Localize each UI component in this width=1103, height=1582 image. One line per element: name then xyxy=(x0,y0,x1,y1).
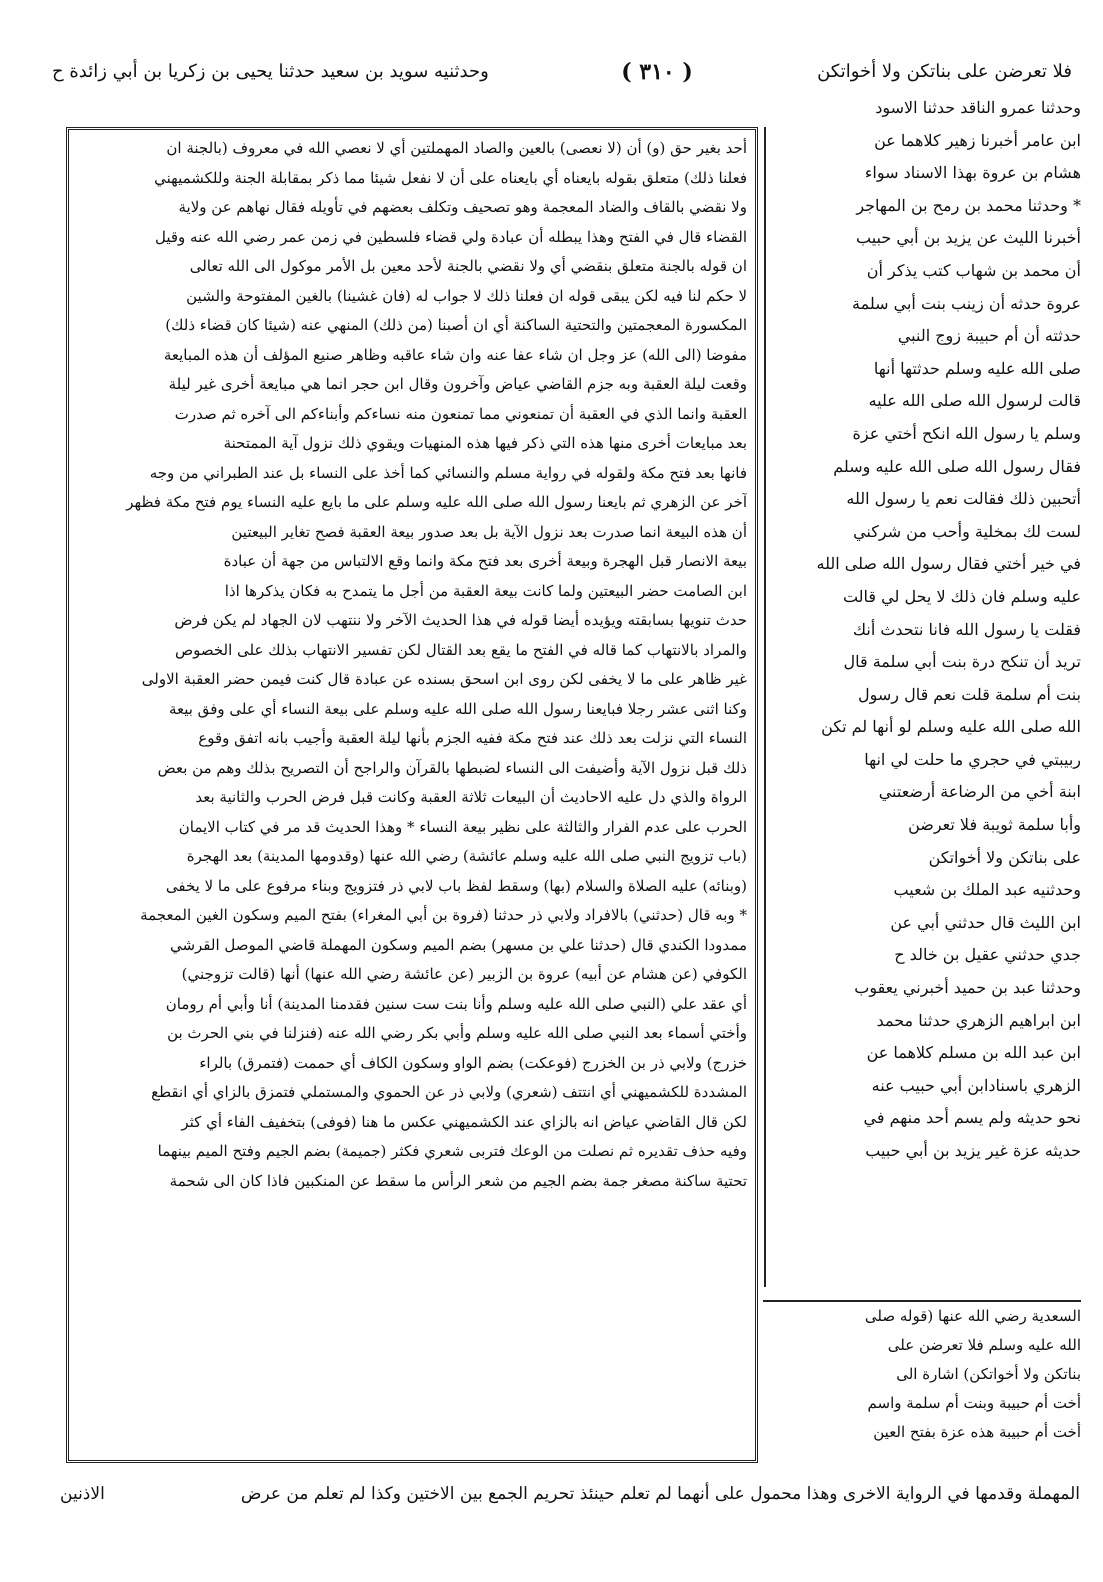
commentary-line: فعلنا ذلك) متعلق بقوله بايعناه أي بايعناه على أن لا نفعل شيئا مما ذكر بمقابلة الجنة وللكشميهني xyxy=(154,168,747,187)
main-text-line: نحو حديثه ولم يسم أحد منهم في xyxy=(863,1108,1081,1128)
main-text-line: وأبا سلمة ثويبة فلا تعرضن xyxy=(908,815,1081,835)
right-commentary-line: بناتكن ولا أخواتكن) اشارة الى xyxy=(896,1365,1081,1383)
header-left-text: وحدثنيه سويد بن سعيد حدثنا يحيى بن زكريا بن أبي زائدة ح xyxy=(52,61,489,82)
commentary-line: مفوضا (الى الله) عز وجل ان شاء عفا عنه وان شاء عاقبه وظاهر صنيع المؤلف أن هذه المبايعة xyxy=(163,345,747,364)
commentary-line: أي عقد علي (النبي صلى الله عليه وسلم وأنا بنت ست سنين فقدمنا المدينة) أنا وأبي أم رومان xyxy=(165,994,747,1013)
main-text-line: لست لك بمخلية وأحب من شركني xyxy=(853,521,1081,541)
commentary-line: فانها بعد فتح مكة ولقوله في رواية مسلم والنسائي كما أخذ على النساء بل عند الطبراني من وجه xyxy=(149,463,747,482)
main-text-line: عليه وسلم فان ذلك لا يحل لي قالت xyxy=(842,586,1081,606)
main-text-column xyxy=(763,92,1081,1292)
commentary-line: بيعة الانصار قبل الهجرة وبيعة أخرى بعد فتح مكة وانما وقع الالتباس من جهة أن عبادة xyxy=(223,552,747,570)
footer-left-text: الاذنين xyxy=(60,1484,105,1504)
commentary-line: تحتية ساكنة مصغر جمة بضم الجيم من شعر الرأس ما سقط عن المنكبين فاذا كان الى شحمة xyxy=(169,1171,747,1190)
commentary-line: وفيه حذف تقديره ثم نصلت من الوعك فتربى شعري فكثر (جميمة) بضم الجيم وفتح الميم بينهما xyxy=(157,1142,747,1160)
commentary-box xyxy=(66,127,758,1463)
commentary-line: لا حكم لنا فيه لكن يبقى قوله ان فعلنا ذلك لا جواب له (فان غشينا) بالغين المفتوحة والشين xyxy=(186,286,747,305)
main-text-line: ربيبتي في حجري ما حلت لي انها xyxy=(864,749,1081,769)
main-text-line: بنت أم سلمة قلت نعم قال رسول xyxy=(857,684,1081,704)
right-commentary-line: أخت أم حبيبة وبنت أم سلمة واسم xyxy=(867,1394,1081,1412)
right-commentary xyxy=(763,1300,1081,1467)
commentary-line: وقعت ليلة العقبة وبه جزم القاضي عياض وآخرون وقال ابن حجر انما هي مبايعة أخرى غير ليلة xyxy=(168,375,747,393)
page-footer xyxy=(60,1476,1080,1512)
main-text-line: جدي حدثني عقيل بن خالد ح xyxy=(894,945,1081,965)
main-text-line: أن محمد بن شهاب كتب يذكر أن xyxy=(866,260,1081,280)
main-text-line: * وحدثنا محمد بن رمح بن المهاجر xyxy=(856,195,1081,215)
commentary-line: ذلك قبل نزول الآية وأضيفت الى النساء لضبطها بالقرآن والراجح أن التصريح بذلك وهم من بعض xyxy=(157,758,747,777)
commentary-line: أحد بغير حق (و) أن (لا نعصى) بالعين والصاد المهملتين أي لا نعصي الله في معروف (بالجنة ان xyxy=(166,139,747,157)
commentary-line: (وبنائه) عليه الصلاة والسلام (بها) وسقط لفظ باب لابي ذر فتزويج وبناء مرفوع على ما لا يخفى xyxy=(165,876,747,895)
commentary-line: وأختي أسماء بعد النبي صلى الله عليه وسلم وأبي بكر رضي الله عنه (فنزلنا في بني الحرث بن xyxy=(167,1024,747,1042)
commentary-line: النساء التي نزلت بعد ذلك عند فتح مكة ففيه الجزم بأنها ليلة العقبة وأجيب بانه اتفق وقوع xyxy=(198,729,747,747)
commentary-line: لكن قال القاضي عياض انه بالزاي عند الكشميهني عكس ما هنا (فوفى) بتخفيف الفاء أي كثر xyxy=(181,1112,747,1131)
commentary-line: الرواة والذي دل عليه الاحاديث أن البيعات ثلاثة العقبة وكانت قبل فرض الحرب والثانية بعد xyxy=(195,788,747,806)
main-text-line: قالت لرسول الله صلى الله عليه xyxy=(868,391,1081,411)
right-commentary-line: أخت أم حبيبة هذه عزة بفتح العين xyxy=(873,1423,1081,1441)
main-text-line: أخبرنا الليث عن يزيد بن أبي حبيب xyxy=(856,228,1081,248)
commentary-line: وكنا اثنى عشر رجلا فبايعنا رسول الله صلى الله عليه وسلم على بيعة النساء أي على وفق بيعة xyxy=(168,699,747,718)
commentary-line: الحرب على عدم الفرار والثالثة على نظير بيعة النساء * وهذا الحديث قد مر في كتاب الايمان xyxy=(178,817,747,836)
commentary-line: غير ظاهر على ما لا يخفى لكن روى ابن اسحق بسنده عن عبادة قال كنت فيمن حضر العقبة الاولى xyxy=(141,670,747,688)
commentary-line: ابن الصامت حضر البيعتين ولما كانت بيعة العقبة من أجل ما يتمدح به فكان يذكرها اذا xyxy=(224,581,747,600)
page-number: ( ٣١٠ ) xyxy=(621,59,693,85)
main-text-line: وحدثنيه عبد الملك بن شعيب xyxy=(893,880,1081,900)
commentary-line: الكوفي (عن هشام عن أبيه) عروة بن الزبير (عن عائشة رضي الله عنها) أنها (قالت تزوجني) xyxy=(181,965,747,983)
main-text-line: صلى الله عليه وسلم حدثتها أنها xyxy=(873,358,1081,378)
commentary-line: (باب تزويج النبي صلى الله عليه وسلم عائشة) رضي الله عنها (وقدومها المدينة) بعد الهجرة xyxy=(186,847,747,865)
main-text-line: عروة حدثه أن زينب بنت أبي سلمة xyxy=(852,293,1081,313)
main-text-line: حديثه عزة غير يزيد بن أبي حبيب xyxy=(865,1141,1081,1160)
main-text-line: على بناتكن ولا أخواتكن xyxy=(928,847,1081,867)
main-text-line: الله صلى الله عليه وسلم لو أنها لم تكن xyxy=(821,717,1081,737)
commentary-line: * وبه قال (حدثني) بالافراد ولابي ذر حدثنا (فروة بن أبي المغراء) بفتح الميم وسكون الغين المعجمة xyxy=(140,906,747,924)
main-text-line: ابن ابراهيم الزهري حدثنا محمد xyxy=(876,1010,1081,1030)
commentary-line: والمراد بالانتهاب كما قاله في الفتح ما يقع بعد القتال لكن تفسير الانتهاب بذلك على الخصوص xyxy=(174,640,747,659)
commentary-line: حدث تنويها بسابقته ويؤيده أيضا قوله في هذا الحديث الآخر ولا ننتهب لان الجهاد لم يكن فرض xyxy=(174,611,747,629)
main-text-line: ابن عامر أخبرنا زهير كلاهما عن xyxy=(874,130,1081,150)
main-text-line: ابن الليث قال حدثني أبي عن xyxy=(890,912,1081,932)
column-divider xyxy=(764,127,766,1287)
commentary-line: العقبة وانما الذي في العقبة أن تمنعوني مما تمنعون منه نساءكم وأبناءكم الى آخره ثم صدرت xyxy=(174,404,747,423)
main-text-line: وحدثنا عمرو الناقد حدثنا الاسود xyxy=(875,98,1081,117)
main-text-line: هشام بن عروة بهذا الاسناد سواء xyxy=(864,163,1081,183)
page-header xyxy=(52,52,1072,92)
footer-right-text: المهملة وقدمها في الرواية الاخرى وهذا محمول على أنهما لم تعلم حينئذ تحريم الجمع بين الاختين وكذا لم تعلم من عرض xyxy=(240,1484,1080,1504)
commentary-line: آخر عن الزهري ثم بايعنا رسول الله صلى الله عليه وسلم على ما بايع عليه النساء يوم فتح مكة فظهر xyxy=(126,493,747,511)
main-text-line: في خير أختي فقال رسول الله صلى الله xyxy=(816,554,1081,574)
header-right-text: فلا تعرضن على بناتكن ولا أخواتكن xyxy=(817,61,1072,82)
main-text-line: ابن عبد الله بن مسلم كلاهما عن xyxy=(866,1043,1081,1063)
right-commentary-line: السعدية رضي الله عنها (قوله صلى xyxy=(864,1307,1081,1325)
commentary-line: المكسورة المعجمتين والتحتية الساكنة أي ان أصبنا (من ذلك) المنهي عنه (شيئا كان قضاء ذلك) xyxy=(165,316,747,334)
main-text-line: الزهري باسنادابن أبي حبيب عنه xyxy=(871,1075,1081,1095)
right-commentary-line: الله عليه وسلم فلا تعرضن على xyxy=(887,1336,1081,1354)
commentary-line: ولا نقضي بالقاف والضاد المعجمة وهو تصحيف وتكلف بعضهم في تأويله فقال نهاهم عن ولاية xyxy=(178,198,747,216)
main-text-line: أتحبين ذلك فقالت نعم يا رسول الله xyxy=(846,489,1081,509)
main-text-line: ابنة أخي من الرضاعة أرضعتني xyxy=(878,782,1081,802)
commentary-line: بعد مبايعات أخرى منها هذه التي ذكر فيها هذه المنهيات ويقوي ذلك نزول آية الممتحنة xyxy=(223,434,747,452)
commentary-line: ان قوله بالجنة متعلق بنقضي أي ولا نقضي بالجنة لأحد معين بل الأمر موكول الى الله تعالى xyxy=(189,257,747,275)
commentary-line: المشددة للكشميهني أي انتتف (شعري) ولابي ذر عن الحموي والمستملي فتمزق بالزاي أي انقطع xyxy=(151,1083,747,1101)
commentary-line: خزرج) ولابي ذر بن الخزرج (فوعكت) بضم الواو وسكون الكاف أي حممت (فتمرق) بالراء xyxy=(199,1053,747,1072)
main-text-line: فقال رسول الله صلى الله عليه وسلم xyxy=(833,456,1081,476)
main-text-line: فقلت يا رسول الله فانا نتحدث أنك xyxy=(852,619,1081,639)
main-text-line: تريد أن تنكح درة بنت أبي سلمة قال xyxy=(843,652,1081,672)
main-text-line: حدثته أن أم حبيبة زوج النبي xyxy=(897,326,1081,346)
commentary-line: أن هذه البيعة انما صدرت بعد نزول الآية بل بعد صدور بيعة العقبة فصح تغاير البيعتين xyxy=(231,522,747,541)
commentary-line: ممدودا الكندي قال (حدثنا علي بن مسهر) بضم الميم وسكون المهملة قاضي الموصل القرشي xyxy=(169,935,747,954)
commentary-line: القضاء قال في الفتح وهذا يبطله أن عبادة ولي قضاء فلسطين في زمن عمر رضي الله عنه وقيل xyxy=(154,227,747,246)
main-text-line: وسلم يا رسول الله انكح أختي عزة xyxy=(852,423,1081,443)
main-text-line: وحدثنا عبد بن حميد أخبرني يعقوب xyxy=(854,978,1081,998)
